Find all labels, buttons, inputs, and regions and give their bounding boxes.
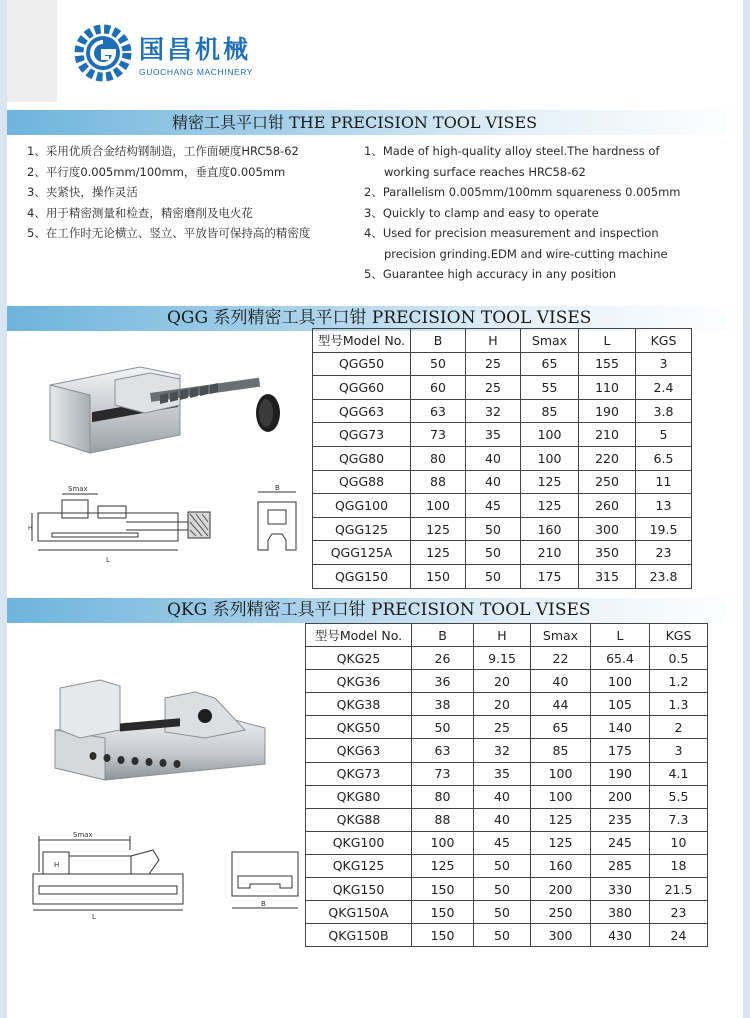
table-header-row [306,624,708,647]
dim-label-l: L [106,556,110,564]
cell-b: 88 [412,808,474,831]
col-header-smax: Smax [531,624,591,647]
cell-smax: 250 [531,901,591,924]
qgg-vise-photo [30,345,300,460]
cell-kgs: 3.8 [636,399,692,423]
cell-l: 300 [579,517,636,541]
cell-l: 315 [579,564,636,588]
cell-model: QKG80 [306,785,412,808]
table-row [306,670,708,693]
col-header-h: H [466,329,521,353]
table-row [313,399,692,423]
feature-en-item: 1、Made of high-quality alloy steel.The hardness of [364,144,660,158]
cell-h: 50 [466,541,521,565]
cell-l: 330 [591,878,650,901]
cell-smax: 40 [531,670,591,693]
cell-l: 65.4 [591,647,650,670]
table-row [313,517,692,541]
qkg-side-drawing [25,826,200,922]
table-row [306,901,708,924]
cell-l: 220 [579,446,636,470]
cell-l: 210 [579,423,636,447]
cell-model: QGG60 [313,376,411,400]
cell-kgs: 2.4 [636,376,692,400]
cell-model: QGG100 [313,494,411,518]
cell-kgs: 23 [636,541,692,565]
cell-b: 150 [412,901,474,924]
table-row [313,494,692,518]
cell-l: 105 [591,693,650,716]
cell-b: 150 [411,564,466,588]
table-row [306,739,708,762]
cell-kgs: 2 [650,716,708,739]
cell-l: 100 [591,670,650,693]
cell-kgs: 23 [650,901,708,924]
cell-kgs: 11 [636,470,692,494]
cell-h: 50 [474,878,531,901]
cell-kgs: 24 [650,924,708,947]
cell-b: 63 [412,739,474,762]
cell-l: 190 [591,762,650,785]
right-accent-bar [743,0,750,1018]
feature-en-item: precision grinding.EDM and wire-cutting machine [384,246,668,261]
cell-l: 245 [591,831,650,854]
cell-b: 50 [412,716,474,739]
cell-b: 73 [412,762,474,785]
cell-b: 26 [412,647,474,670]
cell-b: 73 [411,423,466,447]
cell-kgs: 6.5 [636,446,692,470]
qkg-spec-table [305,623,708,947]
cell-l: 155 [579,352,636,376]
cell-model: QKG150A [306,901,412,924]
table-row [306,716,708,739]
cell-b: 36 [412,670,474,693]
cell-b: 38 [412,693,474,716]
cell-kgs: 3 [650,739,708,762]
cell-h: 20 [474,670,531,693]
cell-model: QKG38 [306,693,412,716]
cell-h: 35 [466,423,521,447]
cell-kgs: 0.5 [650,647,708,670]
cell-model: QKG36 [306,670,412,693]
cell-l: 235 [591,808,650,831]
cell-smax: 22 [531,647,591,670]
feature-cn-item: 1、采用优质合金结构钢制造，工作面硬度HRC58-62 [27,144,299,158]
cell-smax: 210 [521,541,579,565]
table-row [313,564,692,588]
feature-en-item: 5、Guarantee high accuracy in any position [364,267,617,281]
cell-smax: 100 [521,446,579,470]
cell-smax: 100 [531,785,591,808]
cell-b: 125 [412,854,474,877]
cell-l: 200 [591,785,650,808]
cell-model: QGG50 [313,352,411,376]
feature-en-item: 3、Quickly to clamp and easy to operate [364,205,599,220]
table-row [313,541,692,565]
cell-h: 50 [474,901,531,924]
cell-smax: 100 [521,423,579,447]
table-header-row [313,329,692,353]
cell-b: 100 [412,831,474,854]
qgg-spec-table [312,328,692,589]
cell-model: QGG150 [313,564,411,588]
cell-model: QGG125 [313,517,411,541]
features-en-list [364,141,680,285]
cell-model: QKG100 [306,831,412,854]
dim-label-smax: Smax [68,485,88,493]
cell-h: 50 [474,924,531,947]
cell-h: 25 [466,376,521,400]
table-row [313,376,692,400]
cell-h: 32 [466,399,521,423]
cell-smax: 175 [521,564,579,588]
col-header-kgs: KGS [636,329,692,353]
cell-kgs: 3 [636,352,692,376]
cell-model: QGG73 [313,423,411,447]
col-header-l: L [579,329,636,353]
company-logo-icon [72,22,134,84]
col-header-b: B [412,624,474,647]
cell-kgs: 19.5 [636,517,692,541]
dim-label-h: H [54,861,60,869]
cell-l: 140 [591,716,650,739]
dim-label-b: B [275,484,280,492]
cell-b: 60 [411,376,466,400]
table-row [306,808,708,831]
dim-label-h: H [28,525,33,532]
table-row [306,762,708,785]
cell-kgs: 13 [636,494,692,518]
cell-model: QKG63 [306,739,412,762]
feature-en-item: 4、Used for precision measurement and inspection [364,226,659,240]
features-cn-list [27,141,310,244]
left-accent-bar [0,0,7,1018]
cell-l: 430 [591,924,650,947]
cell-model: QKG125 [306,854,412,877]
cell-b: 88 [411,470,466,494]
feature-en-item: working surface reaches HRC58-62 [384,164,586,179]
cell-smax: 125 [531,808,591,831]
table-row [306,854,708,877]
table-row [313,352,692,376]
table-row [306,785,708,808]
cell-smax: 125 [521,494,579,518]
cell-smax: 125 [531,831,591,854]
cell-kgs: 10 [650,831,708,854]
col-header-smax: Smax [521,329,579,353]
table-row [313,423,692,447]
cell-kgs: 4.1 [650,762,708,785]
col-header-model: 型号Model No. [306,624,412,647]
cell-kgs: 5.5 [650,785,708,808]
cell-b: 63 [411,399,466,423]
cell-model: QKG25 [306,647,412,670]
cell-kgs: 1.3 [650,693,708,716]
cell-smax: 300 [531,924,591,947]
cell-kgs: 1.2 [650,670,708,693]
cell-h: 45 [474,831,531,854]
cell-b: 80 [411,446,466,470]
cell-l: 175 [591,739,650,762]
cell-l: 380 [591,901,650,924]
col-header-h: H [474,624,531,647]
table-row [306,647,708,670]
cell-l: 190 [579,399,636,423]
header-gray-block [7,0,57,102]
cell-l: 285 [591,854,650,877]
cell-l: 260 [579,494,636,518]
table-row [306,878,708,901]
dim-label-b: B [261,900,266,908]
qkg-title-band [7,598,743,623]
cell-smax: 160 [521,517,579,541]
cell-smax: 160 [531,854,591,877]
cell-h: 25 [474,716,531,739]
cell-h: 50 [474,854,531,877]
cell-b: 150 [412,924,474,947]
feature-cn-item: 2、平行度0.005mm/100mm，垂直度0.005mm [27,164,286,179]
feature-en-item: 2、Parallelism 0.005mm/100mm squareness 0.005mm [364,185,681,199]
intro-title: 精密工具平口钳 THE PRECISION TOOL VISES [172,113,538,132]
cell-b: 125 [411,541,466,565]
cell-b: 80 [412,785,474,808]
cell-smax: 125 [521,470,579,494]
feature-cn-item: 4、用于精密测量和检查，精密磨削及电火花 [27,205,253,220]
cell-model: QKG73 [306,762,412,785]
cell-model: QKG50 [306,716,412,739]
cell-model: QGG63 [313,399,411,423]
cell-l: 250 [579,470,636,494]
cell-smax: 100 [531,762,591,785]
cell-kgs: 5 [636,423,692,447]
cell-smax: 200 [531,878,591,901]
cell-smax: 55 [521,376,579,400]
cell-h: 40 [474,785,531,808]
cell-kgs: 21.5 [650,878,708,901]
cell-b: 100 [411,494,466,518]
cell-h: 32 [474,739,531,762]
cell-kgs: 23.8 [636,564,692,588]
cell-smax: 65 [521,352,579,376]
cell-b: 125 [411,517,466,541]
table-row [306,693,708,716]
cell-model: QGG80 [313,446,411,470]
cell-l: 350 [579,541,636,565]
qkg-end-drawing [230,848,300,920]
cell-h: 40 [474,808,531,831]
qgg-end-drawing [248,484,306,556]
table-row [306,924,708,947]
cell-smax: 44 [531,693,591,716]
cell-model: QKG88 [306,808,412,831]
cell-h: 40 [466,470,521,494]
cell-model: QGG88 [313,470,411,494]
cell-h: 45 [466,494,521,518]
cell-h: 50 [466,517,521,541]
feature-cn-item: 3、夹紧快，操作灵活 [27,185,138,199]
col-header-kgs: KGS [650,624,708,647]
cell-h: 50 [466,564,521,588]
qgg-title: QGG 系列精密工具平口钳 PRECISION TOOL VISES [167,308,592,328]
dim-label-l: L [92,913,96,921]
cell-h: 20 [474,693,531,716]
dim-label-smax: Smax [73,831,93,839]
intro-title-band [7,110,743,135]
cell-model: QKG150B [306,924,412,947]
cell-smax: 85 [531,739,591,762]
feature-cn-item: 5、在工作时无论横立、竖立、平放皆可保持高的精密度 [27,226,311,240]
qkg-title: QKG 系列精密工具平口钳 PRECISION TOOL VISES [167,600,591,620]
cell-smax: 85 [521,399,579,423]
brand-name-en: GUOCHANG MACHINERY [139,67,254,77]
cell-h: 25 [466,352,521,376]
cell-kgs: 7.3 [650,808,708,831]
cell-h: 35 [474,762,531,785]
cell-l: 110 [579,376,636,400]
cell-model: QKG150 [306,878,412,901]
cell-smax: 65 [531,716,591,739]
cell-b: 50 [411,352,466,376]
cell-b: 150 [412,878,474,901]
cell-h: 9.15 [474,647,531,670]
col-header-l: L [591,624,650,647]
brand-name-cn: 国昌机械 [139,35,252,64]
cell-model: QGG125A [313,541,411,565]
qgg-side-drawing [28,478,228,570]
cell-h: 40 [466,446,521,470]
table-row [313,446,692,470]
col-header-model: 型号Model No. [313,329,411,353]
cell-kgs: 18 [650,854,708,877]
table-row [306,831,708,854]
table-row [313,470,692,494]
col-header-b: B [411,329,466,353]
qkg-vise-photo [45,668,285,783]
